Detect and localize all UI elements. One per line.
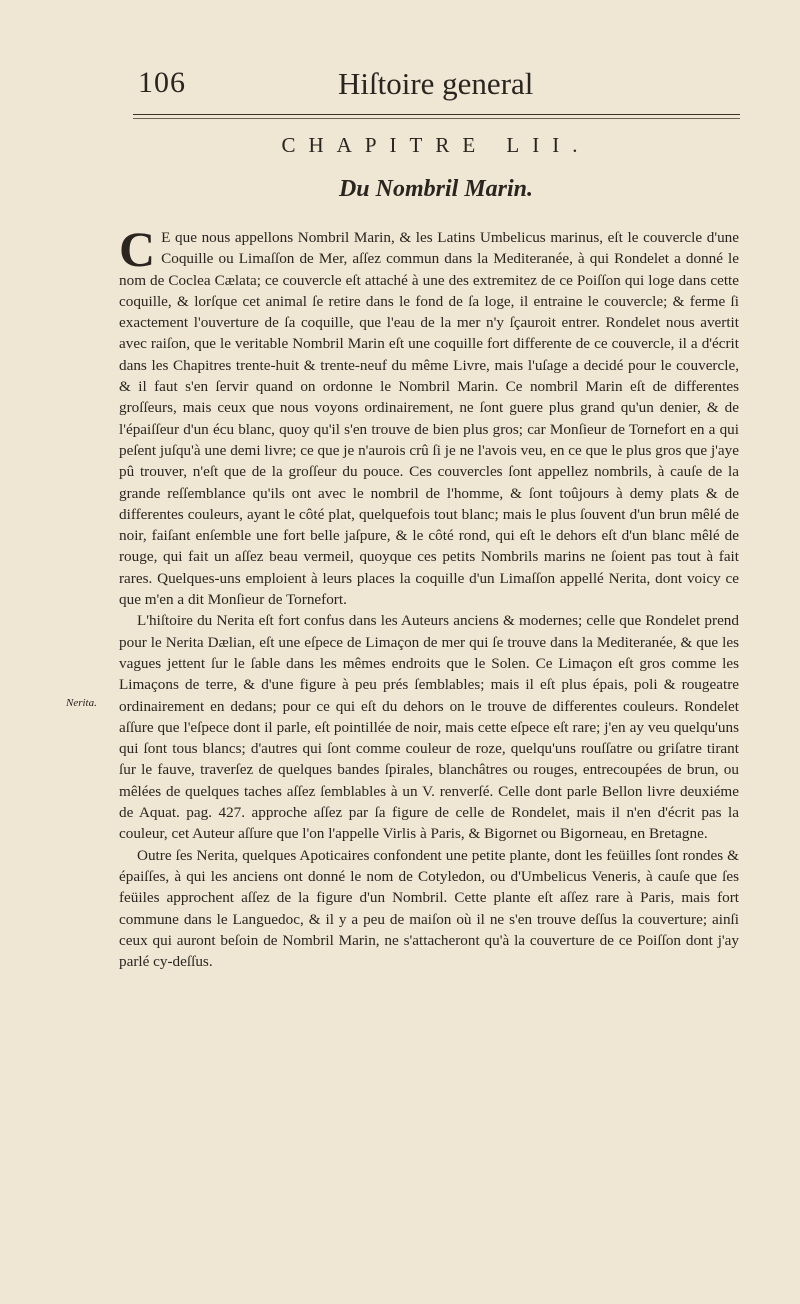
running-head: Hiſtoire general <box>338 66 534 101</box>
chapter-heading: CHAPITRE LII. <box>281 133 591 157</box>
margin-note: Nerita. <box>66 697 97 709</box>
paragraph <box>119 221 739 610</box>
header-rule <box>133 114 740 115</box>
chapter-title: Du Nombril Marin. <box>338 176 534 202</box>
page-header <box>138 66 738 110</box>
paragraph: Outre ſes Nerita, quelques Apoticaires confondent une petite plante, dont les feüilles ſont rondes & épaiſſes, à qui les anciens ont donné le nom de Cotyledon, ou d'Umbelicus Veneris, à cauſe que ſes feüiles approchent aſſez de la figure d'un Nombril. Cette plante eſt aſſez rare à Paris, mais fort commune dans le Languedoc, & il y a peu de maiſon où il ne s'en trouve deſſus la couverture; ainſi ceux qui auront beſoin de Nombril Marin, ne s'attacheront qu'à la couverture de ce Poiſſon dont j'ay parlé cy-deſſus. <box>119 846 739 971</box>
page-number: 106 <box>138 66 186 99</box>
header-rule-thin <box>133 118 740 119</box>
drop-cap: C <box>119 221 156 277</box>
paragraph: L'hiſtoire du Nerita eſt fort confus dans les Auteurs anciens & modernes; celle que Rondelet prend pour le Nerita Dælian, eſt une eſpece de Limaçon de mer qui ſe trouve dans la Mediteranée, & que les vagues jettent ſur le ſable dans les mêmes endroits que le Solen. Ce Limaçon eſt gros comme les Limaçons de terre, & d'une figure à peu prés ſemblables; mais il eſt plus épais, poli & rougeatre ordinairement en dedans; pour ce qui eſt du dehors on le trouve de differentes couleurs. Rondelet aſſure que l'eſpece dont il parle, eſt pointillée de noir, mais cette eſpece eſt rare; j'en ay veu quelqu'uns qui ſont tous blancs; d'autres qui ſont comme couleur de roze, quelqu'uns rouſſatre ou griſatre tirant ſur le fauve, traverſez de quelques bandes ſpirales, blanchâtres ou rouges, entrecoupées de brun, ou mêlées de quelques taches aſſez ſemblables à un V. renverſé. Celle dont parle Bellon livre deuxiéme de Aquat. pag. 427. approche aſſez par ſa figure de celle de Rondelet, mais il n'en d'écrit pas la couleur, cet Auteur aſſure que l'on l'appelle Virlis à Paris, & Bigornet ou Bigorneau, en Bretagne. <box>119 612 739 843</box>
body-text <box>119 221 739 972</box>
paragraph-text: E que nous appellons Nombril Marin, & les Latins Umbelicus marinus, eſt le couvercle d'une Coquille ou Limaſſon de Mer, aſſez commun dans la Mediteranée, à qui Rondelet a donné le nom de Coclea Cælata; ce couvercle eſt attaché à une des extremitez de ce Poiſſon qui loge dans cette coquille, & lorſque cet animal ſe retire dans le fond de ſa loge, il entraine le couvercle; & ferme ſi exactement l'ouverture de ſa coquille, que l'eau de la mer n'y ſçauroit entrer. Rondelet nous avertit avec raiſon, que le veritable Nombril Marin eſt une coquille fort differente de ce couvercle, il a d'écrit dans les Chapitres trente-huit & trente-neuf du même Livre, mais l'uſage a decidé pour le couvercle, & il faut s'en ſervir quand on ordonne le Nombril Marin. Ce nombril Marin eſt de differentes groſſeurs, mais ceux que nous voyons ordinairement, ne ſont guere plus grand qu'un denier, & de l'épaiſſeur d'un écu blanc, quoy qu'il s'en trouve de bien plus gros; car Monſieur de Tornefort en a qui peſent juſqu'à une demi livre; ce que je n'aurois crû ſi je ne l'avois veu, en ce que le plus gros que j'aye pû trouver, n'eſt que de la groſſeur du pouce. Ces couvercles ſont appellez nombrils, à cauſe de la grande reſſemblance qu'ils ont avec le nombril de l'homme, & ſont toûjours à demy plats & de differentes couleurs, ayant le côté plat, quelquefois tout blanc; mais le plus ſouvent d'un brun mêlé de noir, faiſant enſemble une fort belle jaſpure, & le côté rond, qui eſt le dehors eſt d'un blanc mêlé de rouge, qui fait un aſſez beau vermeil, quoyque ces petits Nombrils marins ne ſoient pas tout à fait rares. Quelques-uns emploient à leurs places la coquille d'un Limaſſon appellé Nerita, dont voicy ce que m'en a dit Monſieur de Tornefort. <box>119 229 739 609</box>
